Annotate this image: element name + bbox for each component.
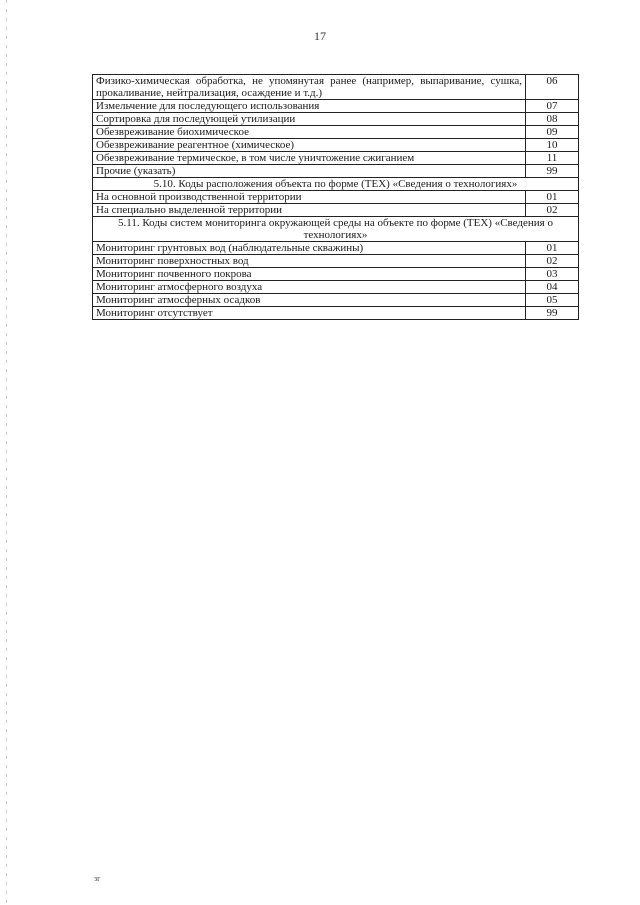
table-row xyxy=(93,113,579,126)
row-description: Прочие (указать) xyxy=(93,165,526,178)
row-description: Обезвреживание термическое, в том числе уничтожение сжиганием xyxy=(93,152,526,165)
table-row xyxy=(93,268,579,281)
row-code: 02 xyxy=(526,255,579,268)
row-code: 09 xyxy=(526,126,579,139)
row-description: На основной производственной территории xyxy=(93,191,526,204)
section-heading-row xyxy=(93,178,579,191)
row-description: Мониторинг отсутствует xyxy=(93,307,526,320)
table-row xyxy=(93,242,579,255)
row-code: 10 xyxy=(526,139,579,152)
row-code: 05 xyxy=(526,294,579,307)
table-row xyxy=(93,152,579,165)
row-code: 99 xyxy=(526,165,579,178)
row-description: Мониторинг грунтовых вод (наблюдательные скважины) xyxy=(93,242,526,255)
table-row xyxy=(93,307,579,320)
scan-edge-artifact xyxy=(6,0,7,905)
row-code: 01 xyxy=(526,242,579,255)
table-row xyxy=(93,139,579,152)
table-row xyxy=(93,100,579,113)
page-number: 17 xyxy=(314,29,326,43)
row-description: Сортировка для последующей утилизации xyxy=(93,113,526,126)
codes-table xyxy=(92,74,579,320)
row-code: 08 xyxy=(526,113,579,126)
row-code: 03 xyxy=(526,268,579,281)
table-row xyxy=(93,255,579,268)
row-description: Физико-химическая обработка, не упомянутая ранее (например, выпаривание, сушка, прокаливание, нейтрализация, осаждение и т.д.) xyxy=(93,75,526,100)
table-row xyxy=(93,75,579,100)
section-heading-5-10: 5.10. Коды расположения объекта по форме (ТЕХ) «Сведения о технологиях» xyxy=(93,178,579,191)
table-row xyxy=(93,281,579,294)
table-row xyxy=(93,191,579,204)
row-description: Мониторинг атмосферных осадков xyxy=(93,294,526,307)
row-description: Измельчение для последующего использования xyxy=(93,100,526,113)
row-code: 04 xyxy=(526,281,579,294)
table-row xyxy=(93,294,579,307)
footer-mark: зг xyxy=(94,874,101,883)
row-code: 11 xyxy=(526,152,579,165)
section-heading-5-11: 5.11. Коды систем мониторинга окружающей среды на объекте по форме (ТЕХ) «Сведения о технологиях» xyxy=(93,217,579,242)
row-description: Мониторинг поверхностных вод xyxy=(93,255,526,268)
table-row xyxy=(93,204,579,217)
row-code: 01 xyxy=(526,191,579,204)
section-heading-row xyxy=(93,217,579,242)
row-code: 02 xyxy=(526,204,579,217)
row-code: 07 xyxy=(526,100,579,113)
row-description: Мониторинг почвенного покрова xyxy=(93,268,526,281)
row-description: Обезвреживание биохимическое xyxy=(93,126,526,139)
row-code: 06 xyxy=(526,75,579,100)
row-description: Мониторинг атмосферного воздуха xyxy=(93,281,526,294)
row-description: Обезвреживание реагентное (химическое) xyxy=(93,139,526,152)
row-description: На специально выделенной территории xyxy=(93,204,526,217)
table-row xyxy=(93,165,579,178)
row-code: 99 xyxy=(526,307,579,320)
table-row xyxy=(93,126,579,139)
